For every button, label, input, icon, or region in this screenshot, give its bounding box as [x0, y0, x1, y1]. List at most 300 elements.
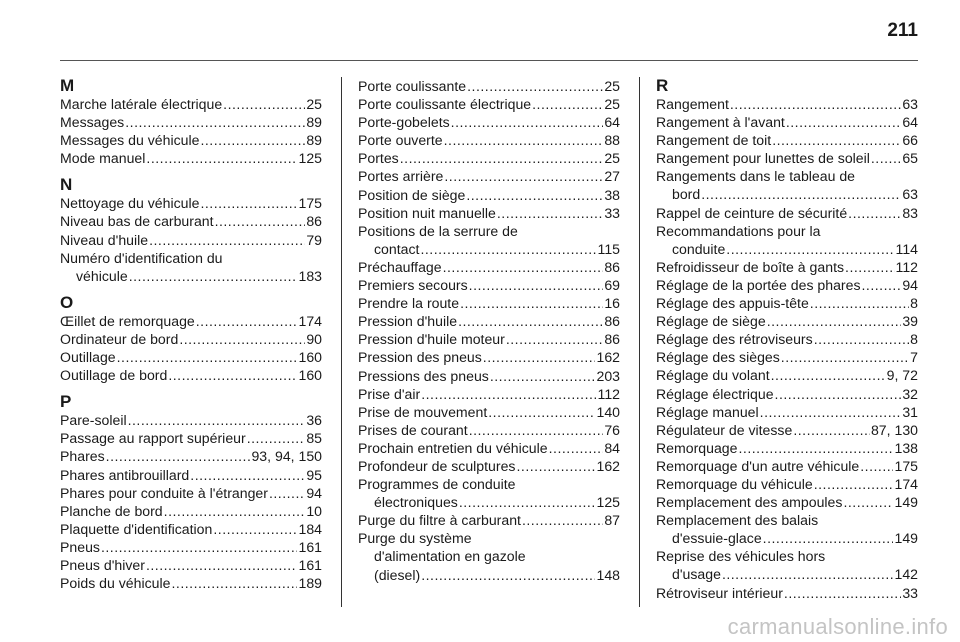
index-entry-line: [358, 77, 620, 95]
index-entry: [358, 131, 620, 149]
entry-term: Porte ouverte: [358, 132, 443, 149]
entry-term: Marche latérale électrique: [60, 96, 223, 112]
index-entry: [358, 385, 620, 403]
entry-page-ref: 125: [298, 150, 322, 167]
index-entry: [656, 149, 918, 167]
page-number: 211: [887, 20, 918, 41]
dot-leader: [781, 348, 909, 366]
index-entry: [358, 276, 620, 294]
dot-leader: [443, 258, 604, 276]
entry-term: Portes arrière: [358, 168, 444, 185]
index-entry: [60, 520, 322, 538]
entry-page-ref: 88: [604, 132, 620, 149]
entry-page-ref: 86: [604, 258, 620, 275]
entry-page-ref: 7: [910, 349, 918, 366]
index-entry-line: [60, 348, 322, 366]
entry-term: Purge du système: [358, 530, 472, 547]
entry-term: (diesel): [374, 566, 421, 583]
column-divider: [341, 77, 342, 607]
section-letter: R: [656, 76, 669, 95]
index-entry-line: [60, 574, 322, 592]
index-entry: [60, 556, 322, 574]
entry-page-ref: 86: [306, 213, 322, 230]
index-entry-line: [358, 475, 620, 493]
index-entry-line: [358, 222, 620, 240]
entry-page-ref: 161: [298, 556, 322, 573]
entry-page-ref: 175: [894, 457, 918, 474]
entry-term: Pression des pneus: [358, 349, 482, 366]
index-entry: [656, 385, 918, 403]
dot-leader: [459, 493, 596, 511]
entry-term: d'alimentation en gazole: [374, 548, 526, 565]
dot-leader: [101, 538, 298, 556]
index-entry-line: [358, 511, 620, 529]
entry-page-ref: 160: [298, 349, 322, 366]
dot-leader: [845, 258, 895, 276]
entry-term: Programmes de conduite: [358, 476, 516, 493]
entry-page-ref: 95: [306, 466, 322, 483]
dot-leader: [786, 113, 901, 131]
entry-term: Œillet de remorquage: [60, 312, 195, 329]
entry-term: Réglage électrique: [656, 385, 774, 402]
index-entry-line: [60, 502, 322, 520]
index-entry-line: [60, 538, 322, 556]
entry-term: Prises de courant: [358, 421, 468, 438]
index-entry: [60, 348, 322, 366]
entry-page-ref: 115: [597, 240, 620, 257]
index-entry-line: [358, 330, 620, 348]
entry-term: Positions de la serrure de: [358, 222, 518, 239]
entry-page-ref: 93, 94, 150: [251, 448, 322, 465]
entry-term: Niveau bas de carburant: [60, 213, 214, 230]
dot-leader: [213, 520, 297, 538]
dot-leader: [420, 240, 596, 258]
dot-leader: [146, 149, 297, 167]
entry-page-ref: 8: [910, 331, 918, 348]
index-entry-line: [656, 222, 918, 240]
entry-term: Rangement à l'avant: [656, 114, 785, 131]
index-entry-line: [656, 204, 918, 222]
index-entry-line: [656, 403, 918, 421]
index-entry: [656, 403, 918, 421]
entry-term: Pression d'huile moteur: [358, 331, 505, 348]
index-entry: [60, 249, 322, 285]
entry-term: Rangement de toit: [656, 132, 772, 149]
index-entry: [358, 186, 620, 204]
dot-leader: [549, 439, 604, 457]
entry-page-ref: 63: [902, 186, 918, 203]
index-entry-line: [656, 421, 918, 439]
entry-term: Réglage des appuis-tête: [656, 295, 809, 312]
index-entry-line: [60, 231, 322, 249]
entry-term: Prendre la route: [358, 295, 460, 312]
index-entry: [60, 330, 322, 348]
index-entry-line: [60, 330, 322, 348]
index-entry: [656, 511, 918, 547]
index-entry-line: [656, 294, 918, 312]
index-entry-line: [656, 366, 918, 384]
index-entry-line: [358, 113, 620, 131]
entry-page-ref: 112: [895, 258, 918, 275]
index-entry-line: [656, 240, 918, 258]
section-letter: M: [60, 76, 75, 95]
index-entry-line: [656, 529, 918, 547]
index-entry-line: [358, 439, 620, 457]
index-entry: [358, 312, 620, 330]
dot-leader: [247, 429, 306, 447]
entry-term: Réglage de la portée des phares: [656, 276, 861, 293]
entry-term: Prise de mouvement: [358, 403, 488, 420]
dot-leader: [149, 231, 305, 249]
entry-page-ref: 138: [894, 439, 918, 456]
index-entry: [358, 403, 620, 421]
index-entry: [358, 149, 620, 167]
index-entry-line: [358, 493, 620, 511]
index-entry: [358, 113, 620, 131]
entry-term: Prise d'air: [358, 385, 421, 402]
index-entry: [656, 457, 918, 475]
dot-leader: [771, 366, 886, 384]
entry-page-ref: 112: [597, 385, 620, 402]
entry-page-ref: 175: [298, 195, 322, 212]
index-entry-line: [60, 312, 322, 330]
index-entry: [358, 222, 620, 258]
entry-term: Premiers secours: [358, 277, 468, 294]
index-entry: [358, 167, 620, 185]
entry-page-ref: 66: [902, 132, 918, 149]
entry-page-ref: 149: [894, 494, 918, 511]
entry-term: Pneus d'hiver: [60, 556, 145, 573]
entry-term: Numéro d'identification du: [60, 249, 223, 266]
dot-leader: [146, 556, 298, 574]
index-entry: [60, 429, 322, 447]
index-entry-line: [60, 429, 322, 447]
index-column-1: [60, 77, 322, 592]
dot-leader: [200, 131, 305, 149]
dot-leader: [871, 149, 901, 167]
index-entry-line: [60, 411, 322, 429]
index-entry: [656, 475, 918, 493]
entry-page-ref: 94: [306, 484, 322, 501]
entry-term: Rétroviseur intérieur: [656, 584, 783, 601]
index-entry-line: [656, 348, 918, 366]
dot-leader: [730, 95, 901, 113]
index-entry-line: [656, 131, 918, 149]
dot-leader: [458, 312, 603, 330]
entry-term: Messages: [60, 114, 125, 131]
index-entry-line: [60, 95, 322, 113]
index-entry-line: [358, 348, 620, 366]
dot-leader: [164, 502, 306, 520]
entry-term: Plaquette d'identification: [60, 520, 213, 537]
index-entry-line: [656, 457, 918, 475]
dot-leader: [497, 204, 603, 222]
entry-term: Nettoyage du véhicule: [60, 195, 200, 212]
header-divider: [60, 60, 918, 61]
dot-leader: [532, 95, 603, 113]
entry-term: d'usage: [672, 566, 721, 583]
index-entry-line: [60, 267, 322, 285]
entry-page-ref: 83: [902, 204, 918, 221]
entry-page-ref: 87: [604, 512, 620, 529]
entry-page-ref: 162: [596, 457, 620, 474]
entry-term: Porte coulissante électrique: [358, 96, 532, 113]
dot-leader: [269, 484, 305, 502]
entry-term: Messages du véhicule: [60, 132, 200, 149]
entry-page-ref: 31: [902, 403, 918, 420]
index-entry-line: [60, 212, 322, 230]
dot-leader: [171, 574, 297, 592]
index-entry-line: [358, 529, 620, 547]
entry-page-ref: 65: [902, 150, 918, 167]
index-entry: [656, 366, 918, 384]
section-letter: P: [60, 392, 72, 412]
dot-leader: [814, 475, 894, 493]
dot-leader: [215, 212, 306, 230]
dot-leader: [506, 330, 603, 348]
dot-leader: [421, 566, 595, 584]
dot-leader: [860, 457, 893, 475]
dot-leader: [516, 457, 595, 475]
index-entry: [656, 584, 918, 602]
index-entry-line: [656, 511, 918, 529]
entry-term: Reprise des véhicules hors: [656, 548, 826, 565]
index-entry: [60, 574, 322, 592]
index-entry: [656, 493, 918, 511]
index-entry-line: [358, 421, 620, 439]
entry-page-ref: 203: [596, 367, 620, 384]
entry-term: Porte coulissante: [358, 78, 467, 94]
entry-term: Remorquage du véhicule: [656, 475, 813, 492]
entry-page-ref: 63: [902, 96, 918, 112]
index-entry: [656, 439, 918, 457]
entry-term: Réglage manuel: [656, 403, 759, 420]
entry-term: électroniques: [374, 494, 458, 511]
entry-page-ref: 183: [298, 267, 322, 284]
index-entry: [60, 447, 322, 465]
dot-leader: [760, 403, 902, 421]
index-entry-line: [656, 312, 918, 330]
dot-leader: [125, 113, 305, 131]
index-entry-line: [656, 113, 918, 131]
index-entry: [656, 258, 918, 276]
index-entry-line: [358, 240, 620, 258]
index-entry: [60, 411, 322, 429]
index-entry: [60, 231, 322, 249]
dot-leader: [726, 240, 894, 258]
entry-page-ref: 89: [306, 114, 322, 131]
entry-term: conduite: [672, 240, 726, 257]
entry-page-ref: 36: [306, 412, 322, 429]
dot-leader: [444, 167, 603, 185]
dot-leader: [469, 421, 604, 439]
index-entry-line: [358, 367, 620, 385]
entry-term: Position de siège: [358, 186, 466, 203]
entry-term: Rangements dans le tableau de: [656, 168, 856, 185]
index-entry-line: [656, 493, 918, 511]
entry-term: Phares: [60, 448, 105, 465]
index-entry-line: [60, 131, 322, 149]
index-entry-line: [60, 520, 322, 538]
index-entry-line: [358, 258, 620, 276]
entry-term: Remorquage: [656, 439, 738, 456]
entry-page-ref: 162: [596, 349, 620, 366]
index-entry-line: [656, 95, 918, 113]
index-entry-line: [358, 167, 620, 185]
entry-page-ref: 85: [306, 430, 322, 447]
index-entry-line: [358, 276, 620, 294]
dot-leader: [772, 131, 901, 149]
section-letter: N: [60, 175, 73, 195]
dot-leader: [763, 529, 894, 547]
entry-page-ref: 161: [298, 538, 322, 555]
entry-page-ref: 160: [298, 367, 322, 384]
entry-page-ref: 174: [298, 312, 322, 329]
entry-term: véhicule: [76, 267, 128, 284]
index-entry: [656, 131, 918, 149]
index-entry-line: [656, 475, 918, 493]
entry-page-ref: 149: [894, 530, 918, 547]
entry-page-ref: 90: [306, 330, 322, 347]
index-entry-line: [656, 167, 918, 185]
index-entry: [358, 77, 620, 95]
entry-page-ref: 64: [902, 114, 918, 131]
index-entry: [656, 222, 918, 258]
dot-leader: [129, 267, 298, 285]
index-entry-line: [60, 366, 322, 384]
dot-leader: [814, 330, 909, 348]
index-entry-line: [60, 447, 322, 465]
entry-page-ref: 184: [298, 520, 322, 537]
dot-leader: [784, 584, 901, 602]
entry-term: Passage au rapport supérieur: [60, 430, 246, 447]
entry-term: Réglage de siège: [656, 313, 766, 330]
index-entry-line: [60, 113, 322, 131]
entry-page-ref: 27: [604, 168, 620, 185]
entry-term: Poids du véhicule: [60, 575, 171, 592]
dot-leader: [466, 186, 603, 204]
entry-page-ref: 9, 72: [886, 367, 918, 384]
column-divider: [639, 77, 640, 607]
entry-page-ref: 25: [604, 96, 620, 113]
index-entry-line: [60, 556, 322, 574]
index-entry: [358, 367, 620, 385]
index-entry: [358, 294, 620, 312]
index-column-3: [656, 77, 918, 602]
entry-term: Préchauffage: [358, 258, 442, 275]
entry-term: d'essuie-glace: [672, 530, 762, 547]
entry-page-ref: 8: [910, 295, 918, 312]
entry-page-ref: 79: [306, 231, 322, 248]
index-entry: [656, 167, 918, 203]
index-entry-line: [358, 131, 620, 149]
dot-leader: [223, 95, 305, 113]
dot-leader: [848, 204, 901, 222]
dot-leader: [106, 447, 251, 465]
entry-page-ref: 69: [604, 277, 620, 294]
index-entry: [60, 502, 322, 520]
entry-term: Position nuit manuelle: [358, 204, 496, 221]
index-entry: [358, 457, 620, 475]
index-entry-line: [656, 565, 918, 583]
index-entry: [60, 149, 322, 167]
entry-page-ref: 140: [596, 403, 620, 420]
entry-term: Phares pour conduite à l'étranger: [60, 484, 268, 501]
entry-page-ref: 33: [902, 584, 918, 601]
entry-term: Niveau d'huile: [60, 231, 149, 248]
dot-leader: [701, 185, 901, 203]
index-entry-line: [656, 385, 918, 403]
index-entry: [60, 538, 322, 556]
entry-page-ref: 25: [306, 96, 322, 112]
index-entry: [358, 475, 620, 511]
entry-term: Pneus: [60, 538, 100, 555]
index-entry: [656, 113, 918, 131]
index-entry-line: [656, 149, 918, 167]
index-entry: [656, 348, 918, 366]
dot-leader: [722, 565, 894, 583]
dot-leader: [488, 403, 595, 421]
index-entry-line: [358, 385, 620, 403]
dot-leader: [490, 367, 596, 385]
index-entry-line: [60, 249, 322, 267]
entry-page-ref: 86: [604, 313, 620, 330]
entry-term: Pare-soleil: [60, 412, 127, 429]
index-entry: [358, 439, 620, 457]
dot-leader: [767, 312, 902, 330]
dot-leader: [128, 411, 306, 429]
entry-page-ref: 87, 130: [870, 421, 918, 438]
entry-term: Remplacement des ampoules: [656, 494, 843, 511]
entry-page-ref: 39: [902, 313, 918, 330]
entry-term: Rappel de ceinture de sécurité: [656, 204, 848, 221]
entry-page-ref: 25: [604, 78, 620, 94]
entry-term: Phares antibrouillard: [60, 466, 190, 483]
index-entry-line: [358, 457, 620, 475]
dot-leader: [522, 511, 603, 529]
dot-leader: [421, 385, 596, 403]
index-entry-line: [60, 149, 322, 167]
dot-leader: [862, 276, 902, 294]
entry-term: Remplacement des balais: [656, 512, 819, 529]
entry-page-ref: 84: [604, 439, 620, 456]
entry-term: Portes: [358, 150, 399, 167]
entry-term: Réglage des rétroviseurs: [656, 331, 813, 348]
index-entry-line: [656, 439, 918, 457]
entry-page-ref: 86: [604, 331, 620, 348]
index-entry-line: [358, 204, 620, 222]
entry-page-ref: 38: [604, 186, 620, 203]
index-entry: [358, 511, 620, 529]
entry-term: Régulateur de vitesse: [656, 421, 793, 438]
dot-leader: [117, 348, 298, 366]
index-entry: [656, 95, 918, 113]
entry-page-ref: 174: [894, 475, 918, 492]
entry-page-ref: 10: [306, 502, 322, 519]
index-entry-line: [656, 185, 918, 203]
entry-term: Outillage de bord: [60, 367, 168, 384]
index-entry: [656, 312, 918, 330]
dot-leader: [451, 113, 604, 131]
index-entry-line: [358, 547, 620, 565]
entry-term: Planche de bord: [60, 502, 163, 519]
entry-page-ref: 89: [306, 132, 322, 149]
index-entry: [358, 421, 620, 439]
index-entry-line: [358, 294, 620, 312]
index-entry: [60, 484, 322, 502]
entry-term: Rangement pour lunettes de soleil: [656, 150, 870, 167]
entry-page-ref: 94: [902, 276, 918, 293]
